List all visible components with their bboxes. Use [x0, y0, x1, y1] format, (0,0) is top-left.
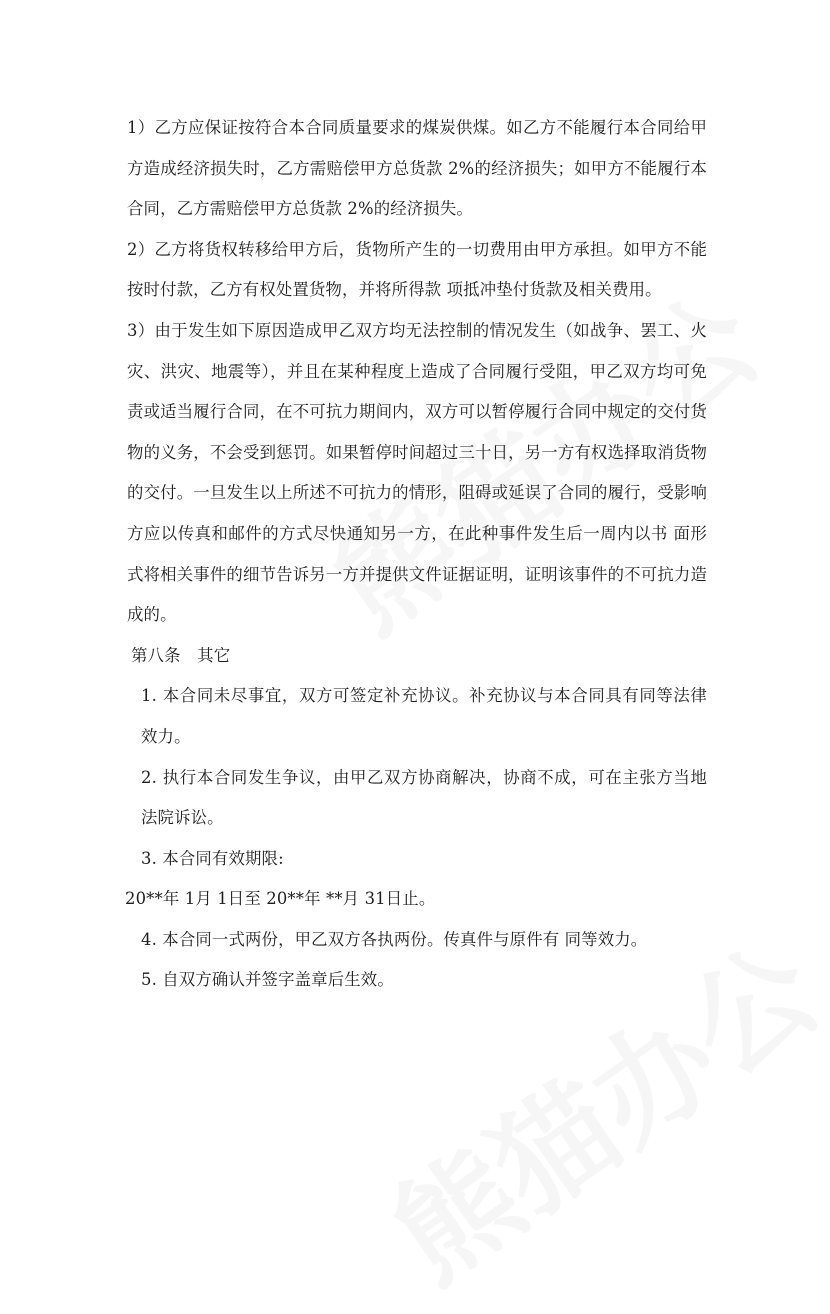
article-8-item-1: 1. 本合同未尽事宜，双方可签定补充协议。补充协议与本合同具有同等法律效力。: [141, 686, 707, 746]
contract-term-dates: 20**年 1月 1日至 20**年 **月 31日止。: [125, 889, 436, 909]
clause-paragraph-1: 1）乙方应保证按符合本合同质量要求的煤炭供煤。如乙方不能履行本合同给甲方造成经济损失时，乙方需赔偿甲方总货款 2%的经济损失；如甲方不能履行本合同，乙方需赔偿甲方总货款 2%的经济损失。: [127, 118, 707, 219]
article-8-item-2: 2. 执行本合同发生争议，由甲乙双方协商解决，协商不成，可在主张方当地法院诉讼。: [141, 767, 707, 828]
clause-paragraph-3: 3）由于发生如下原因造成甲乙双方均无法控制的情况发生（如战争、罢工、火灾、洪灾、地震等），并且在某种程度上造成了合同履行受阻，甲乙双方均可免责或适当履行合同，在不可抗力期间内，双方可以暂停履行合同中规定的交付货物的义务，不会受到惩罚。如果暂停时间超过三十日，另一方有权选择取消货物的交付。一旦发生以上所述不可抗力的情形，阻碍或延误了合同的履行，受影响方应以传真和邮件的方式尽快通知另一方，在此种事件发生后一周内以书 面形式将相关事件的细节告诉另一方并提供文件证据证明，证明该事件的不可抗力造成的。: [127, 320, 707, 625]
article-8-item-5: 5. 自双方确认并签字盖章后生效。: [141, 970, 394, 990]
article-8-heading: 第八条 其它: [131, 645, 231, 665]
article-8-item-3: 3. 本合同有效期限:: [141, 848, 284, 868]
article-8-item-4: 4. 本合同一式两份，甲乙双方各执两份。传真件与原件有 同等效力。: [141, 929, 648, 949]
clause-paragraph-2: 2）乙方将货权转移给甲方后，货物所产生的一切费用由甲方承担。如甲方不能按时付款，乙方有权处置货物，并将所得款 项抵冲垫付货款及相关费用。: [127, 239, 707, 300]
document-body: [127, 108, 707, 1001]
